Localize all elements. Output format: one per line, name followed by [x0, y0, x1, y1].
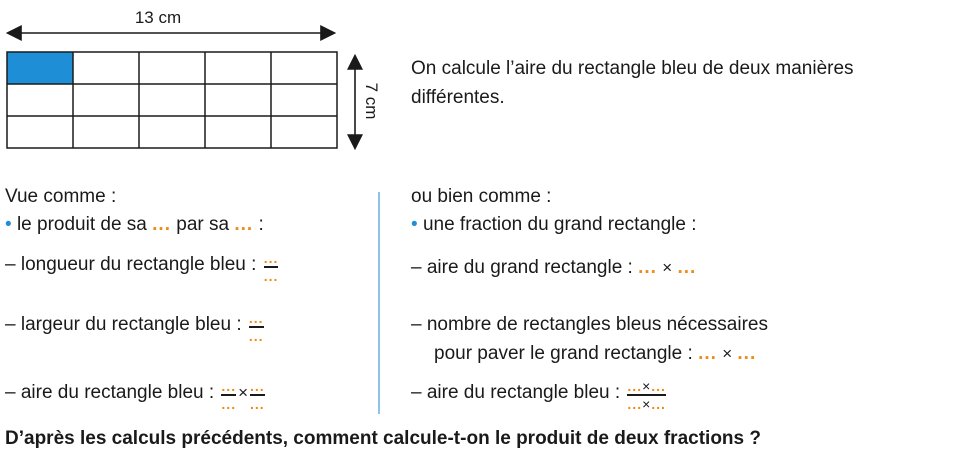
height-label: 7 cm [362, 82, 381, 120]
column-divider [378, 192, 380, 414]
blank-1: ... [152, 214, 171, 235]
left-item-length: – longueur du rectangle bleu : $\frac{...}{...}$ [5, 250, 279, 284]
intro-line-1: On calcule l’aire du rectangle bleu de deux manières [411, 58, 854, 79]
rectangle-figure [0, 0, 400, 160]
intro-text [411, 58, 854, 109]
right-item-big-area: – aire du grand rectangle : ... × ... [411, 257, 697, 278]
blank-2: ... [234, 214, 254, 235]
right-heading: ou bien comme : [411, 186, 552, 207]
fraction-area-2: $\frac{...}{...}$ [250, 378, 265, 412]
bullet: • [5, 214, 12, 235]
width-label: 13 cm [134, 8, 182, 27]
right-bullet-line: • une fraction du grand rectangle : [411, 214, 697, 235]
question: D’après les calculs précédents, comment calcule-t-on le produit de deux fractions ? [5, 428, 761, 449]
fraction-product: $\frac{...\times...}{...\times...}$ [627, 378, 666, 412]
left-heading: Vue comme : [5, 186, 117, 207]
blue-rectangle [7, 52, 73, 84]
left-item-width: – largeur du rectangle bleu : $\frac{...}{...}$ [5, 310, 264, 344]
fraction-width: $\frac{...}{...}$ [248, 310, 264, 344]
left-bullet-line: • le produit de sa ... par sa ... : [5, 214, 264, 235]
intro-line-2: différentes. [411, 87, 505, 108]
left-item-area: – aire du rectangle bleu : $\frac{...}{...}$ × $\frac{...}{...}$ [5, 378, 265, 412]
fraction-length: $\frac{...}{...}$ [263, 250, 279, 284]
fraction-area-1: $\frac{...}{...}$ [221, 378, 237, 412]
right-item-count-1: – nombre de rectangles bleus nécessaires [411, 314, 768, 335]
right-item-area: – aire du rectangle bleu : $\frac{...\times...}{...\times...}$ [411, 378, 666, 412]
right-item-count-2: pour paver le grand rectangle : ... × ... [434, 343, 757, 364]
